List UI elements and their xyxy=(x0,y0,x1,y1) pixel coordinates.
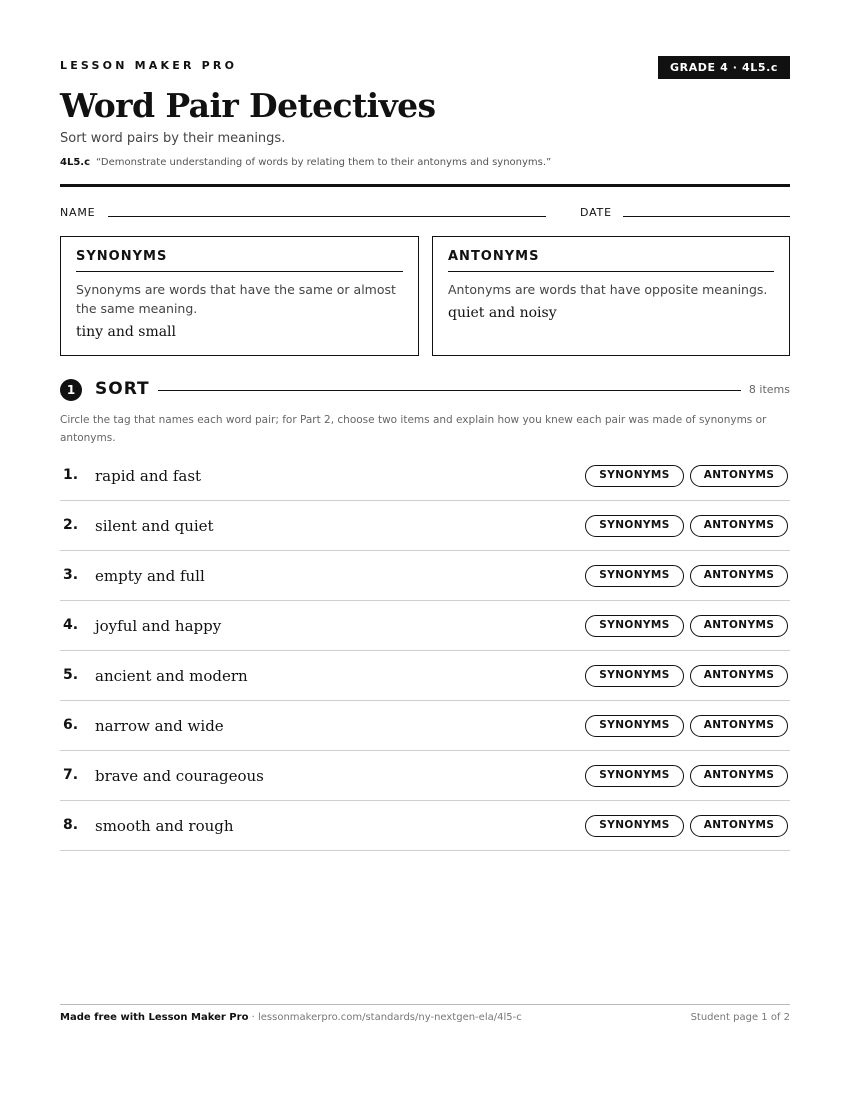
synonyms-tag[interactable]: SYNONYMS xyxy=(585,665,684,687)
antonyms-tag[interactable]: ANTONYMS xyxy=(690,665,788,687)
list-item xyxy=(60,701,790,751)
synonyms-tag[interactable]: SYNONYMS xyxy=(585,565,684,587)
footer-credit: Made free with Lesson Maker Pro xyxy=(60,1012,249,1023)
synonyms-definition: Synonyms are words that have the same or almost the same meaning. xyxy=(76,282,396,316)
standard-code: 4L5.c xyxy=(60,157,91,168)
word-pair: empty and full xyxy=(95,567,205,585)
list-item xyxy=(60,601,790,651)
name-label: NAME xyxy=(60,206,96,219)
item-number: 2. xyxy=(63,517,79,533)
list-item xyxy=(60,751,790,801)
synonyms-heading: SYNONYMS xyxy=(76,249,403,272)
antonyms-definition-box xyxy=(432,236,790,356)
synonyms-tag[interactable]: SYNONYMS xyxy=(585,765,684,787)
word-pair: ancient and modern xyxy=(95,667,248,685)
antonyms-tag[interactable]: ANTONYMS xyxy=(690,465,788,487)
section-number-badge: 1 xyxy=(60,379,82,401)
item-number: 6. xyxy=(63,717,79,733)
header-divider xyxy=(60,184,790,187)
name-field[interactable] xyxy=(108,216,546,217)
antonyms-tag[interactable]: ANTONYMS xyxy=(690,715,788,737)
page-subtitle: Sort word pairs by their meanings. xyxy=(60,131,286,146)
item-number: 8. xyxy=(63,817,79,833)
antonyms-tag[interactable]: ANTONYMS xyxy=(690,815,788,837)
section-title: SORT xyxy=(95,379,150,399)
antonyms-tag[interactable]: ANTONYMS xyxy=(690,515,788,537)
item-list xyxy=(60,451,790,851)
item-number: 5. xyxy=(63,667,79,683)
list-item xyxy=(60,801,790,851)
antonyms-definition: Antonyms are words that have opposite meanings. xyxy=(448,282,768,297)
footer xyxy=(60,1012,790,1023)
antonyms-heading: ANTONYMS xyxy=(448,249,774,272)
word-pair: narrow and wide xyxy=(95,717,224,735)
item-number: 7. xyxy=(63,767,79,783)
page-title: Word Pair Detectives xyxy=(60,86,436,125)
synonyms-tag[interactable]: SYNONYMS xyxy=(585,515,684,537)
antonyms-example: quiet and noisy xyxy=(448,305,557,321)
page-indicator: Student page 1 of 2 xyxy=(690,1012,790,1023)
footer-divider xyxy=(60,1004,790,1005)
list-item xyxy=(60,551,790,601)
synonyms-example: tiny and small xyxy=(76,324,177,340)
item-number: 1. xyxy=(63,467,79,483)
antonyms-tag[interactable]: ANTONYMS xyxy=(690,765,788,787)
word-pair: silent and quiet xyxy=(95,517,214,535)
section-header xyxy=(60,378,790,402)
standard-text: “Demonstrate understanding of words by relating them to their antonyms and synonyms.” xyxy=(96,157,552,168)
synonyms-tag[interactable]: SYNONYMS xyxy=(585,815,684,837)
antonyms-tag[interactable]: ANTONYMS xyxy=(690,565,788,587)
top-bar xyxy=(60,56,790,80)
footer-separator: · xyxy=(248,1012,258,1023)
worksheet-page xyxy=(60,0,790,1100)
list-item xyxy=(60,651,790,701)
antonyms-tag[interactable]: ANTONYMS xyxy=(690,615,788,637)
item-number: 4. xyxy=(63,617,79,633)
item-count: 8 items xyxy=(748,383,790,396)
synonyms-tag[interactable]: SYNONYMS xyxy=(585,715,684,737)
footer-url[interactable]: lessonmakerpro.com/standards/ny-nextgen-ela/4l5-c xyxy=(257,1012,522,1023)
word-pair: joyful and happy xyxy=(95,617,222,635)
standard-line xyxy=(60,157,551,168)
word-pair: smooth and rough xyxy=(95,817,234,835)
list-item xyxy=(60,451,790,501)
word-pair: rapid and fast xyxy=(95,467,202,485)
item-number: 3. xyxy=(63,567,79,583)
name-date-row xyxy=(60,204,790,220)
section-instructions: Circle the tag that names each word pair; for Part 2, choose two items and explain how you knew each pair was made of synonyms or antonyms. xyxy=(60,414,767,444)
section-rule xyxy=(158,390,741,391)
synonyms-tag[interactable]: SYNONYMS xyxy=(585,615,684,637)
list-item xyxy=(60,501,790,551)
synonyms-tag[interactable]: SYNONYMS xyxy=(585,465,684,487)
synonyms-definition-box xyxy=(60,236,419,356)
date-field[interactable] xyxy=(623,216,790,217)
date-label: DATE xyxy=(580,206,612,219)
brand-name: LESSON MAKER PRO xyxy=(60,59,238,72)
word-pair: brave and courageous xyxy=(95,767,264,785)
grade-badge: GRADE 4 · 4L5.c xyxy=(658,56,790,79)
